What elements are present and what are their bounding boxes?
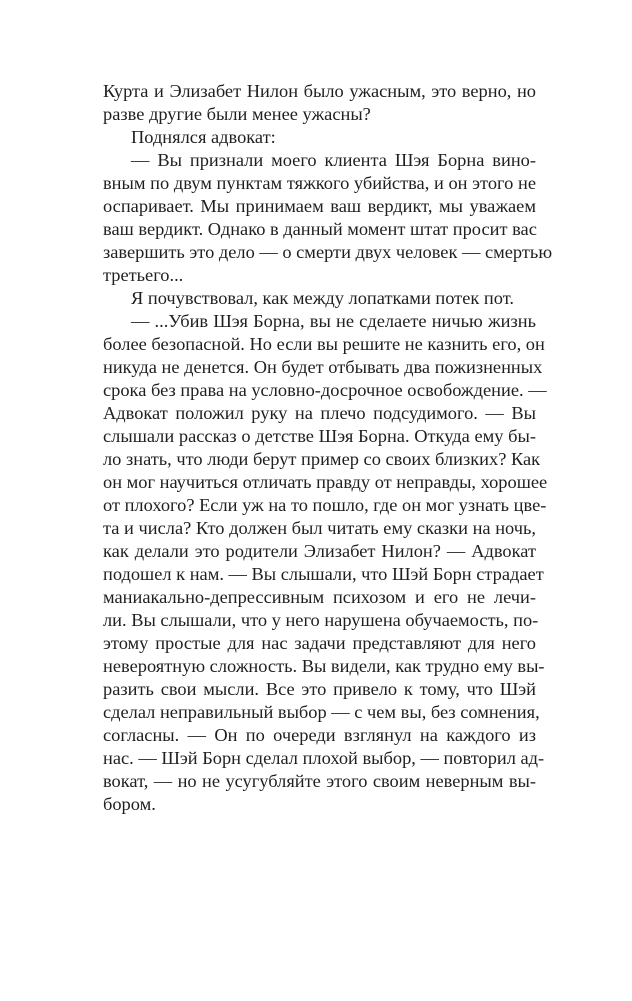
- text-line: Я почувствовал, как между лопатками потек пот.: [131, 288, 514, 308]
- text-line: ли. Вы слышали, что у него нарушена обучаемость, по-: [103, 610, 539, 630]
- text-line: никуда не денется. Он будет отбывать два пожизненных: [103, 357, 543, 377]
- text-line: завершить это дело — о смерти двух человек — смертью: [103, 242, 553, 262]
- text-line: вным по двум пунктам тяжкого убийства, и он этого не: [103, 173, 536, 193]
- text-line: третьего...: [103, 265, 184, 285]
- text-line: разить свои мысли. Все это привело к тому, что Шэй: [103, 679, 536, 699]
- text-line: бором.: [103, 794, 156, 814]
- text-line: Курта и Элизабет Нилон было ужасным, это верно, но: [103, 81, 536, 101]
- text-line: Адвокат положил руку на плечо подсудимого. — Вы: [103, 403, 536, 423]
- text-line: этому простые для нас задачи представляют для него: [103, 633, 536, 653]
- text-line: слышали рассказ о детстве Шэя Борна. Откуда ему бы-: [103, 426, 536, 446]
- text-line: вокат, — но не усугубляйте этого своим неверным вы-: [103, 771, 536, 791]
- text-line: маниакально-депрессивным психозом и его не лечи-: [103, 587, 536, 607]
- text-line: разве другие были менее ужасны?: [103, 104, 371, 124]
- text-line: от плохого? Если уж на то пошло, где он мог узнать цве-: [103, 495, 547, 515]
- text-line: — Вы признали моего клиента Шэя Борна вино-: [131, 150, 536, 170]
- text-line: сделал неправильный выбор — с чем вы, без сомнения,: [103, 702, 540, 722]
- text-line: — ...Убив Шэя Борна, вы не сделаете ничью жизнь: [131, 311, 536, 331]
- text-line: ваш вердикт. Однако в данный момент штат просит вас: [103, 219, 537, 239]
- text-line: Поднялся адвокат:: [131, 127, 276, 147]
- text-line: та и числа? Кто должен был читать ему сказки на ночь,: [103, 518, 536, 538]
- page-text: [103, 80, 553, 816]
- text-line: как делали это родители Элизабет Нилон? — Адвокат: [103, 541, 536, 561]
- text-line: невероятную сложность. Вы видели, как трудно ему вы-: [103, 656, 545, 676]
- text-line: нас. — Шэй Борн сделал плохой выбор, — повторил ад-: [103, 748, 545, 768]
- text-line: подошел к нам. — Вы слышали, что Шэй Борн страдает: [103, 564, 544, 584]
- text-line: он мог научиться отличать правду от неправды, хорошее: [103, 472, 548, 492]
- text-line: более безопасной. Но если вы решите не казнить его, он: [103, 334, 545, 354]
- text-line: ло знать, что люди берут пример со своих близких? Как: [103, 449, 541, 469]
- text-line: срока без права на условно-досрочное освобождение. —: [103, 380, 547, 400]
- text-line: согласны. — Он по очереди взглянул на каждого из: [103, 725, 536, 745]
- text-line: оспаривает. Мы принимаем ваш вердикт, мы уважаем: [103, 196, 536, 216]
